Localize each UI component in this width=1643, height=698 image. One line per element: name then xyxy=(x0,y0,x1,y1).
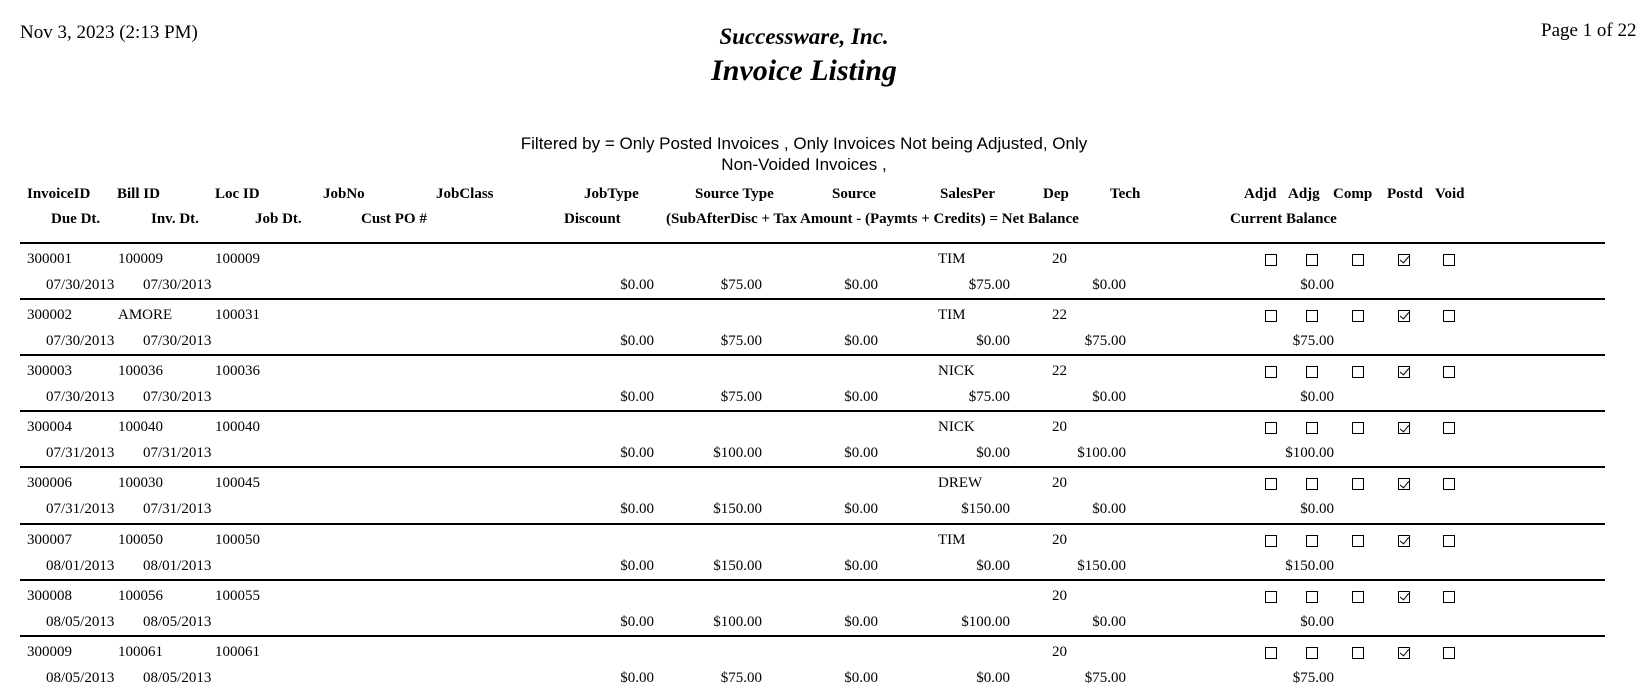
cell-tax-amount: $0.00 xyxy=(844,332,878,349)
filter-line-1-text: Filtered by = Only Posted Invoices , Only Invoices Not being Adjusted, Only xyxy=(520,134,1088,153)
cell-loc-id: 100009 xyxy=(215,250,260,267)
page-number-text: Page 1 of 22 xyxy=(1541,20,1637,41)
void-checkbox xyxy=(1443,478,1455,490)
report-title-text: Invoice Listing xyxy=(711,54,897,87)
cell-dep: 20 xyxy=(1052,643,1067,660)
col-sourcetype: Source Type xyxy=(695,186,774,202)
cell-due-date: 07/30/2013 xyxy=(46,332,115,349)
cell-due-date: 07/30/2013 xyxy=(46,276,115,293)
cell-payments-credits: $100.00 xyxy=(961,613,1010,630)
void-checkbox xyxy=(1443,591,1455,603)
cell-inv-date: 07/30/2013 xyxy=(143,332,212,349)
cell-bill-id: 100050 xyxy=(118,531,163,548)
cell-inv-date: 07/30/2013 xyxy=(143,276,212,293)
cell-current-balance: $0.00 xyxy=(1300,501,1334,518)
cell-sub-after-disc: $75.00 xyxy=(720,669,762,686)
cell-invoice-id: 300002 xyxy=(27,306,72,323)
report-title xyxy=(0,54,1616,88)
adjd-checkbox xyxy=(1265,478,1277,490)
comp-checkbox xyxy=(1352,310,1364,322)
cell-dep: 20 xyxy=(1052,250,1067,267)
col-postd: Postd xyxy=(1387,186,1423,202)
postd-checkbox xyxy=(1398,478,1410,490)
row-divider xyxy=(20,298,1605,300)
cell-tax-amount: $0.00 xyxy=(844,669,878,686)
cell-current-balance: $75.00 xyxy=(1292,669,1334,686)
cell-dep: 20 xyxy=(1052,419,1067,436)
cell-discount: $0.00 xyxy=(620,669,654,686)
cell-inv-date: 08/01/2013 xyxy=(143,557,212,574)
cell-dep: 22 xyxy=(1052,362,1067,379)
comp-checkbox xyxy=(1352,478,1364,490)
cell-payments-credits: $0.00 xyxy=(976,332,1010,349)
postd-checkbox xyxy=(1398,422,1410,434)
cell-salesper: TIM xyxy=(938,531,966,548)
cell-discount: $0.00 xyxy=(620,501,654,518)
adjg-checkbox xyxy=(1306,366,1318,378)
cell-bill-id: 100030 xyxy=(118,475,163,492)
col-salesper: SalesPer xyxy=(940,186,995,202)
company-name-text: Successware, Inc. xyxy=(719,24,889,49)
cell-sub-after-disc: $150.00 xyxy=(713,501,762,518)
cell-inv-date: 07/30/2013 xyxy=(143,388,212,405)
col-jobdt: Job Dt. xyxy=(255,211,302,227)
cell-tax-amount: $0.00 xyxy=(844,557,878,574)
cell-net-balance: $0.00 xyxy=(1092,501,1126,518)
cell-sub-after-disc: $100.00 xyxy=(713,445,762,462)
postd-checkbox xyxy=(1398,535,1410,547)
cell-net-balance: $0.00 xyxy=(1092,613,1126,630)
col-adjg: Adjg xyxy=(1288,186,1320,202)
cell-bill-id: 100009 xyxy=(118,250,163,267)
adjd-checkbox xyxy=(1265,591,1277,603)
cell-salesper: TIM xyxy=(938,306,966,323)
cell-invoice-id: 300006 xyxy=(27,475,72,492)
adjg-checkbox xyxy=(1306,310,1318,322)
comp-checkbox xyxy=(1352,647,1364,659)
filter-line-2 xyxy=(0,155,1616,175)
row-divider xyxy=(20,579,1605,581)
void-checkbox xyxy=(1443,422,1455,434)
report-date: Nov 3, 2023 (2:13 PM) xyxy=(20,22,198,43)
row-divider xyxy=(20,635,1605,637)
cell-current-balance: $0.00 xyxy=(1300,388,1334,405)
cell-dep: 20 xyxy=(1052,587,1067,604)
cell-loc-id: 100050 xyxy=(215,531,260,548)
cell-salesper: DREW xyxy=(938,475,983,492)
col-duedt: Due Dt. xyxy=(51,211,101,227)
cell-tax-amount: $0.00 xyxy=(844,501,878,518)
cell-dep: 20 xyxy=(1052,531,1067,548)
company-name xyxy=(0,24,1616,50)
cell-loc-id: 100055 xyxy=(215,587,260,604)
cell-dep: 20 xyxy=(1052,475,1067,492)
cell-bill-id: 100061 xyxy=(118,643,163,660)
col-jobtype: JobType xyxy=(584,186,639,202)
cell-loc-id: 100036 xyxy=(215,362,260,379)
adjg-checkbox xyxy=(1306,254,1318,266)
adjg-checkbox xyxy=(1306,647,1318,659)
adjg-checkbox xyxy=(1306,535,1318,547)
cell-bill-id: AMORE xyxy=(118,306,173,323)
adjd-checkbox xyxy=(1265,310,1277,322)
cell-sub-after-disc: $75.00 xyxy=(720,388,762,405)
comp-checkbox xyxy=(1352,366,1364,378)
void-checkbox xyxy=(1443,254,1455,266)
col-void: Void xyxy=(1435,186,1465,202)
cell-inv-date: 08/05/2013 xyxy=(143,669,212,686)
col-jobno: JobNo xyxy=(323,186,365,202)
row-divider xyxy=(20,466,1605,468)
cell-discount: $0.00 xyxy=(620,445,654,462)
comp-checkbox xyxy=(1352,254,1364,266)
void-checkbox xyxy=(1443,366,1455,378)
cell-inv-date: 07/31/2013 xyxy=(143,445,212,462)
col-source: Source xyxy=(832,186,876,202)
adjd-checkbox xyxy=(1265,366,1277,378)
cell-discount: $0.00 xyxy=(620,332,654,349)
cell-sub-after-disc: $100.00 xyxy=(713,613,762,630)
cell-inv-date: 07/31/2013 xyxy=(143,501,212,518)
cell-due-date: 07/31/2013 xyxy=(46,445,115,462)
cell-due-date: 07/30/2013 xyxy=(46,388,115,405)
adjd-checkbox xyxy=(1265,254,1277,266)
cell-net-balance: $150.00 xyxy=(1077,557,1126,574)
cell-payments-credits: $0.00 xyxy=(976,557,1010,574)
cell-current-balance: $150.00 xyxy=(1285,557,1334,574)
cell-net-balance: $75.00 xyxy=(1084,669,1126,686)
cell-salesper: TIM xyxy=(938,250,966,267)
cell-salesper: NICK xyxy=(938,362,975,379)
row-divider xyxy=(20,242,1605,244)
col-formula: (SubAfterDisc + Tax Amount - (Paymts + Credits) = Net Balance xyxy=(666,211,1079,227)
row-divider xyxy=(20,410,1605,412)
void-checkbox xyxy=(1443,310,1455,322)
cell-current-balance: $75.00 xyxy=(1292,332,1334,349)
postd-checkbox xyxy=(1398,310,1410,322)
cell-loc-id: 100031 xyxy=(215,306,260,323)
cell-due-date: 08/01/2013 xyxy=(46,557,115,574)
cell-current-balance: $100.00 xyxy=(1285,445,1334,462)
adjg-checkbox xyxy=(1306,422,1318,434)
col-locid: Loc ID xyxy=(215,186,260,202)
col-billid: Bill ID xyxy=(117,186,160,202)
cell-payments-credits: $0.00 xyxy=(976,669,1010,686)
adjd-checkbox xyxy=(1265,535,1277,547)
row-divider xyxy=(20,354,1605,356)
cell-discount: $0.00 xyxy=(620,388,654,405)
cell-invoice-id: 300003 xyxy=(27,362,72,379)
cell-current-balance: $0.00 xyxy=(1300,276,1334,293)
cell-discount: $0.00 xyxy=(620,276,654,293)
adjg-checkbox xyxy=(1306,591,1318,603)
comp-checkbox xyxy=(1352,422,1364,434)
cell-sub-after-disc: $150.00 xyxy=(713,557,762,574)
cell-due-date: 07/31/2013 xyxy=(46,501,115,518)
cell-net-balance: $75.00 xyxy=(1084,332,1126,349)
cell-net-balance: $0.00 xyxy=(1092,276,1126,293)
cell-payments-credits: $75.00 xyxy=(968,276,1010,293)
cell-discount: $0.00 xyxy=(620,613,654,630)
filter-line-2-text: Non-Voided Invoices , xyxy=(721,155,887,174)
comp-checkbox xyxy=(1352,535,1364,547)
cell-tax-amount: $0.00 xyxy=(844,388,878,405)
cell-tax-amount: $0.00 xyxy=(844,276,878,293)
col-comp: Comp xyxy=(1333,186,1373,202)
cell-sub-after-disc: $75.00 xyxy=(720,332,762,349)
cell-due-date: 08/05/2013 xyxy=(46,669,115,686)
col-discount: Discount xyxy=(564,211,621,227)
col-invdt: Inv. Dt. xyxy=(151,211,199,227)
cell-salesper: NICK xyxy=(938,419,975,436)
cell-invoice-id: 300008 xyxy=(27,587,72,604)
cell-sub-after-disc: $75.00 xyxy=(720,276,762,293)
col-dep: Dep xyxy=(1043,186,1069,202)
cell-inv-date: 08/05/2013 xyxy=(143,613,212,630)
cell-payments-credits: $75.00 xyxy=(968,388,1010,405)
adjd-checkbox xyxy=(1265,647,1277,659)
cell-tax-amount: $0.00 xyxy=(844,613,878,630)
void-checkbox xyxy=(1443,647,1455,659)
cell-dep: 22 xyxy=(1052,306,1067,323)
postd-checkbox xyxy=(1398,647,1410,659)
cell-invoice-id: 300004 xyxy=(27,419,72,436)
filter-line-1 xyxy=(0,134,1616,154)
postd-checkbox xyxy=(1398,366,1410,378)
col-adjd: Adjd xyxy=(1244,186,1277,202)
cell-loc-id: 100045 xyxy=(215,475,260,492)
cell-net-balance: $100.00 xyxy=(1077,445,1126,462)
adjd-checkbox xyxy=(1265,422,1277,434)
cell-loc-id: 100061 xyxy=(215,643,260,660)
cell-payments-credits: $0.00 xyxy=(976,445,1010,462)
cell-bill-id: 100040 xyxy=(118,419,163,436)
cell-invoice-id: 300007 xyxy=(27,531,72,548)
cell-net-balance: $0.00 xyxy=(1092,388,1126,405)
postd-checkbox xyxy=(1398,591,1410,603)
comp-checkbox xyxy=(1352,591,1364,603)
col-tech: Tech xyxy=(1110,186,1141,202)
col-invoiceid: InvoiceID xyxy=(27,186,91,202)
col-custpo: Cust PO # xyxy=(361,211,427,227)
cell-bill-id: 100036 xyxy=(118,362,163,379)
cell-payments-credits: $150.00 xyxy=(961,501,1010,518)
adjg-checkbox xyxy=(1306,478,1318,490)
cell-discount: $0.00 xyxy=(620,557,654,574)
cell-invoice-id: 300009 xyxy=(27,643,72,660)
row-divider xyxy=(20,523,1605,525)
col-jobclass: JobClass xyxy=(436,186,494,202)
cell-loc-id: 100040 xyxy=(215,419,260,436)
cell-bill-id: 100056 xyxy=(118,587,163,604)
cell-due-date: 08/05/2013 xyxy=(46,613,115,630)
cell-invoice-id: 300001 xyxy=(27,250,72,267)
postd-checkbox xyxy=(1398,254,1410,266)
void-checkbox xyxy=(1443,535,1455,547)
cell-tax-amount: $0.00 xyxy=(844,445,878,462)
col-current-balance: Current Balance xyxy=(1230,211,1337,227)
cell-current-balance: $0.00 xyxy=(1300,613,1334,630)
